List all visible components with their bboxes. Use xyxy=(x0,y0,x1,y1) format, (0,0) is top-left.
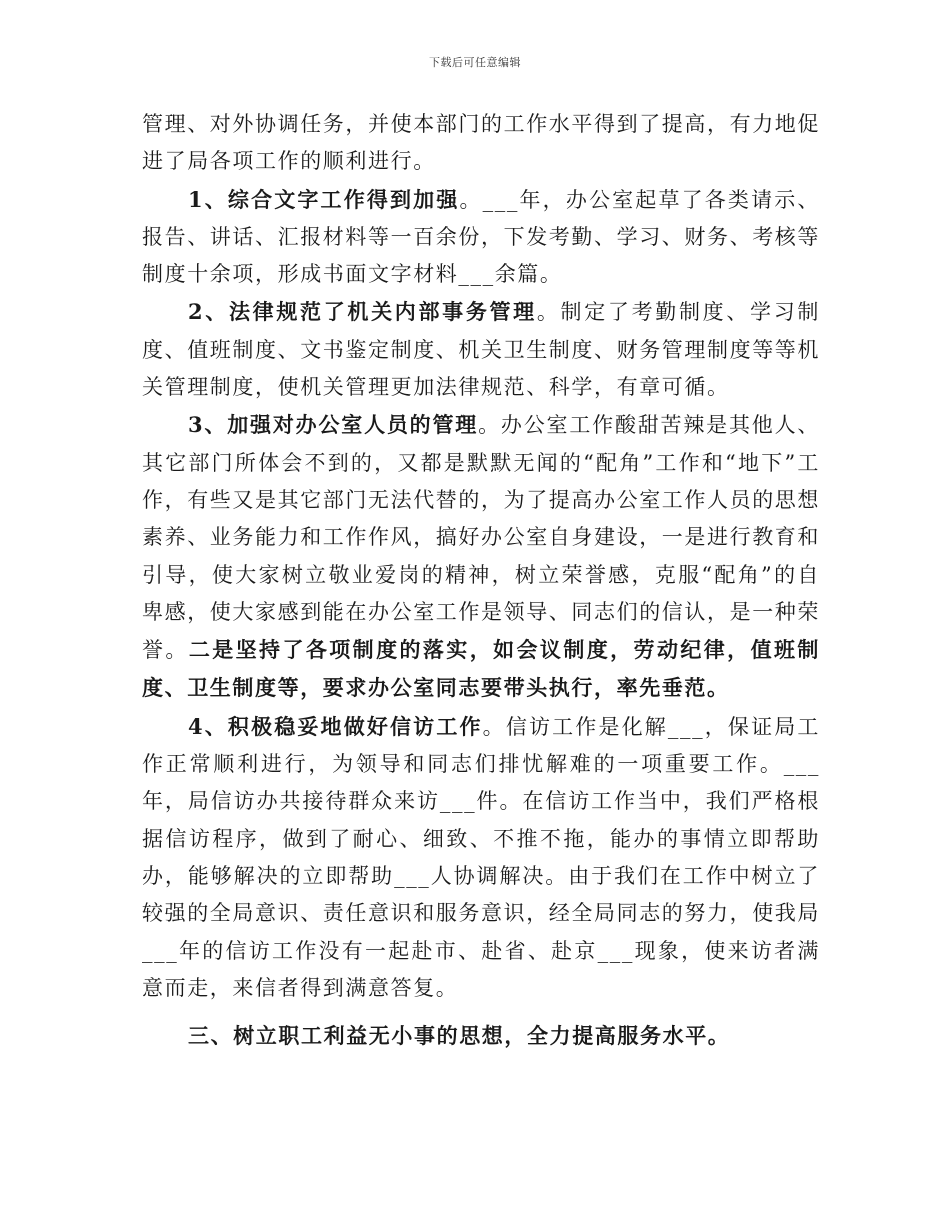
item-2-title: 2、法律规范了机关内部事务管理 xyxy=(188,299,537,325)
item-1-text: 。___年，办公室起草了各类请示、报告、讲话、汇报材料等一百余份，下发考勤、学习、财务、考核等制度十余项，形成书面文字材料___余篇。 xyxy=(142,187,820,287)
item-3-text: 。办公室工作酸甜苦辣是其他人、其它部门所体会不到的，又都是默默无闻的“配角”工作和“地下”工作，有些又是其它部门无法代替的，为了提高办公室工作人员的思想素养、业务能力和工作作风，搞好办公室自身建设，一是进行教育和引导，使大家树立敬业爱岗的精神，树立荣誉感，克服“配角”的自卑感，使大家感到能在办公室工作是领导、同志们的信认，是一种荣誉。 xyxy=(142,413,821,663)
item-4-title: 4、积极稳妥地做好信访工作 xyxy=(188,713,483,739)
item-3-title: 3、加强对办公室人员的管理 xyxy=(188,412,479,438)
item-1-paragraph xyxy=(142,181,820,294)
item-2-text: 。制定了考勤制度、学习制度、值班制度、文书鉴定制度、机关卫生制度、财务管理制度等等机关管理制度，使机关管理更加法律规范、科学，有章可循。 xyxy=(142,300,820,400)
paragraph-continuation: 管理、对外协调任务，并使本部门的工作水平得到了提高，有力地促进了局各项工作的顺利进行。 xyxy=(142,112,820,174)
item-3-paragraph xyxy=(142,406,820,707)
item-4-paragraph xyxy=(142,708,820,1007)
document-body xyxy=(142,106,820,1054)
page-header-note: 下载后可任意编辑 xyxy=(429,56,521,69)
item-2-paragraph xyxy=(142,293,820,406)
item-1-title: 1、综合文字工作得到加强 xyxy=(188,186,460,212)
section-3-heading: 三、树立职工利益无小事的思想，全力提高服务水平。 xyxy=(188,1023,731,1049)
item-4-text: 。信访工作是化解___，保证局工作正常顺利进行，为领导和同志们排忧解难的一项重要工作。___年，局信访办共接待群众来访___件。在信访工作当中，我们严格根据信访程序，做到了耐心、细致、不推不拖，能办的事情立即帮助办，能够解决的立即帮助___人协调解决。由于我们在工作中树立了较强的全局意识、责任意识和服务意识，经全局同志的努力，使我局___年的信访工作没有一起赴市、赴省、赴京___现象，使来访者满意而走，来信者得到满意答复。 xyxy=(142,714,820,1000)
item-3-bold-tail: 二是坚持了各项制度的落实，如会议制度，劳动纪律，值班制度、卫生制度等，要求办公室同志要带头执行，率先垂范。 xyxy=(142,637,821,701)
